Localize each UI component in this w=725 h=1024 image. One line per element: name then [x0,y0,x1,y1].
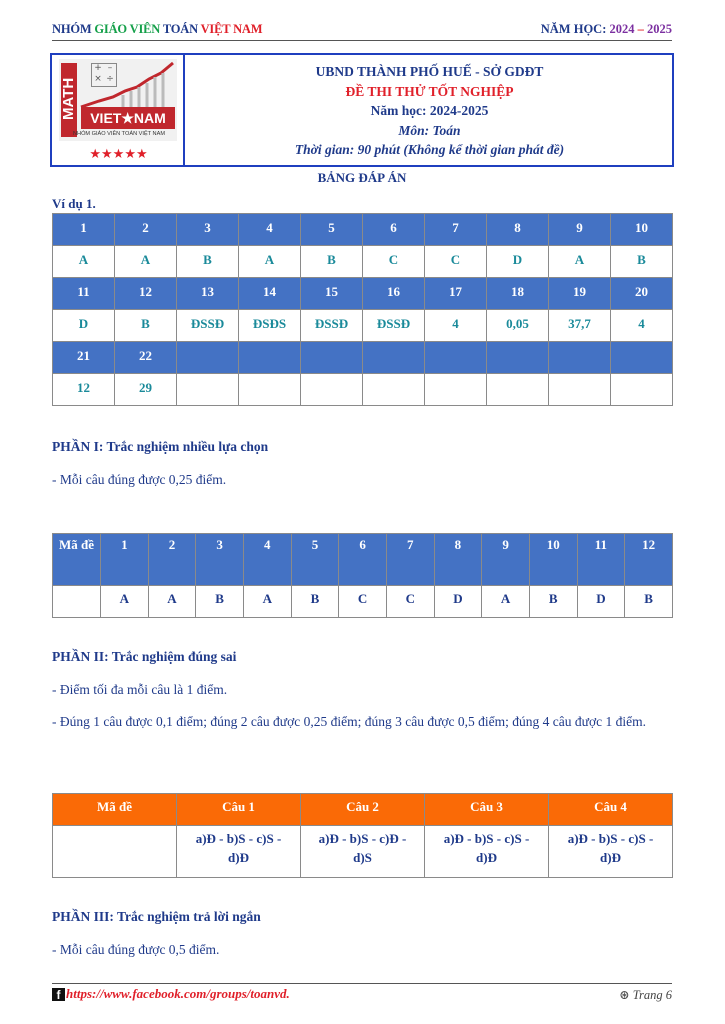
table-cell: 13 [177,278,239,310]
table-cell: 12 [115,278,177,310]
table-cell: 21 [53,342,115,374]
table-cell: 5 [301,214,363,246]
facebook-url[interactable]: https://www.facebook.com/groups/toanvd. [66,986,290,1001]
answer-cell: A [101,586,149,618]
facebook-group-link[interactable] [52,986,290,1002]
question-number-cell: 11 [577,534,625,586]
answer-cell: D [434,586,482,618]
table-cell: ĐSĐS [239,310,301,342]
part2-note-1: - Điểm tối đa mỗi câu là 1 điểm. [52,682,228,697]
table-cell: C [363,246,425,278]
table-cell: 10 [611,214,673,246]
exam-title-box [50,53,674,167]
exam-title [187,55,672,165]
table-cell: ĐSSĐ [177,310,239,342]
star-rating-icon: ★★★★★ [89,147,148,162]
table-row [53,374,673,406]
table-row [53,826,673,878]
table-cell: 0,05 [487,310,549,342]
logo-cell [52,55,185,165]
answer-cell: D [577,586,625,618]
answer-cell [53,586,101,618]
part2-note-2: - Đúng 1 câu được 0,1 điểm; đúng 2 câu được 0,25 điểm; đúng 3 câu được 0,5 điểm; đúng 4 câu được 1 điểm. [52,714,646,729]
table-cell: 37,7 [549,310,611,342]
answer-cell: B [529,586,577,618]
authority-line: UBND THÀNH PHỐ HUẾ - SỞ GDĐT [315,64,544,79]
table-cell: A [115,246,177,278]
answer-cell: a)Đ - b)S - c)Đ - d)S [301,826,425,878]
answer-cell: B [291,586,339,618]
question-header-cell: Câu 1 [177,794,301,826]
table-cell [611,374,673,406]
logo-math-text: MATH [61,63,77,137]
table-cell [549,374,611,406]
answer-cell: B [196,586,244,618]
answer-cell: A [482,586,530,618]
answer-key-heading: BẢNG ĐÁP ÁN [317,170,407,185]
table-cell: 29 [115,374,177,406]
question-number-cell: 7 [386,534,434,586]
page-header [52,22,672,40]
exam-code-header: Mã đề [53,534,101,586]
table-cell: 1 [53,214,115,246]
part2-title: PHẦN II: Trắc nghiệm đúng sai [52,649,237,664]
math-vietnam-logo [59,59,177,141]
question-number-cell: 4 [243,534,291,586]
table-row [53,214,673,246]
header-divider [52,40,672,41]
question-number-cell: 6 [339,534,387,586]
table-cell [611,342,673,374]
exam-name: ĐỀ THI THỬ TỐT NGHIỆP [345,83,514,99]
example-label: Ví dụ 1. [52,196,96,211]
table-cell [363,374,425,406]
question-number-cell: 5 [291,534,339,586]
math-operators-icon: + – × ÷ [91,63,117,87]
table-cell: B [115,310,177,342]
table-cell [425,342,487,374]
answer-cell: a)Đ - b)S - c)S - d)Đ [425,826,549,878]
table-cell: 17 [425,278,487,310]
table-cell: 18 [487,278,549,310]
footer-divider [52,983,672,984]
table-cell: 9 [549,214,611,246]
question-header-cell: Câu 3 [425,794,549,826]
table-row [53,342,673,374]
table-cell: A [53,246,115,278]
table-cell: 22 [115,342,177,374]
school-year-line: Năm học: 2024-2025 [370,103,489,118]
facebook-icon: f [52,988,65,1001]
table-cell [301,342,363,374]
table-cell: D [53,310,115,342]
part1-title: PHẦN I: Trắc nghiệm nhiều lựa chọn [52,439,269,454]
exam-code-header: Mã đề [53,794,177,826]
table-cell: 4 [425,310,487,342]
question-number-cell: 1 [101,534,149,586]
answer-key-table [52,213,673,406]
table-cell: 7 [425,214,487,246]
answer-cell: B [625,586,673,618]
logo-brand: VIET★NAM [81,107,175,129]
table-cell [549,342,611,374]
table-cell: A [239,246,301,278]
answer-cell: A [243,586,291,618]
table-cell: A [549,246,611,278]
table-cell: 3 [177,214,239,246]
table-cell: ĐSSĐ [301,310,363,342]
table-cell: B [611,246,673,278]
table-cell [363,342,425,374]
part3-note: - Mỗi câu đúng được 0,5 điểm. [52,942,220,957]
table-row [53,310,673,342]
table-cell: 11 [53,278,115,310]
part3-title: PHẦN III: Trắc nghiệm trả lời ngắn [52,909,261,924]
question-number-cell: 8 [434,534,482,586]
table-cell: 4 [611,310,673,342]
answer-cell: a)Đ - b)S - c)S - d)Đ [549,826,673,878]
table-cell: 2 [115,214,177,246]
table-cell: 12 [53,374,115,406]
group-name: NHÓM GIÁO VIÊN TOÁN VIỆT NAM [52,22,263,36]
part1-note: - Mỗi câu đúng được 0,25 điểm. [52,472,227,487]
subject-line: Môn: Toán [398,122,461,138]
table-cell: 8 [487,214,549,246]
table-cell [487,342,549,374]
table-cell: D [487,246,549,278]
table-row [53,278,673,310]
answer-cell [53,826,177,878]
table-cell [239,342,301,374]
answer-cell: C [386,586,434,618]
question-number-cell: 2 [148,534,196,586]
duration-line: Thời gian: 90 phút (Không kể thời gian phát đề) [294,142,565,157]
table-cell: 15 [301,278,363,310]
question-number-cell: 12 [625,534,673,586]
table-cell: 19 [549,278,611,310]
table-cell [487,374,549,406]
table-cell: B [177,246,239,278]
table-row [53,246,673,278]
table-cell [177,374,239,406]
page-icon: ⊛ [619,988,630,1002]
answer-cell: C [339,586,387,618]
table-cell: 6 [363,214,425,246]
question-number-cell: 3 [196,534,244,586]
question-number-cell: 10 [529,534,577,586]
table-cell [239,374,301,406]
table-row [53,586,673,618]
page-label: Trang 6 [632,988,672,1002]
table-cell: C [425,246,487,278]
part2-answer-table [52,793,673,878]
table-row [53,534,673,586]
table-cell [301,374,363,406]
answer-cell: A [148,586,196,618]
table-cell [425,374,487,406]
school-year: NĂM HỌC: 2024 – 2025 [540,22,672,36]
part1-answer-table [52,533,673,618]
answer-cell: a)Đ - b)S - c)S - d)Đ [177,826,301,878]
table-cell: 4 [239,214,301,246]
question-number-cell: 9 [482,534,530,586]
table-cell [177,342,239,374]
table-cell: 14 [239,278,301,310]
table-cell: ĐSSĐ [363,310,425,342]
table-cell: B [301,246,363,278]
table-cell: 16 [363,278,425,310]
page-number [619,987,672,1003]
table-row [53,794,673,826]
question-header-cell: Câu 2 [301,794,425,826]
logo-subtitle: NHÓM GIÁO VIÊN TOÁN VIỆT NAM [72,131,165,137]
table-cell: 20 [611,278,673,310]
question-header-cell: Câu 4 [549,794,673,826]
